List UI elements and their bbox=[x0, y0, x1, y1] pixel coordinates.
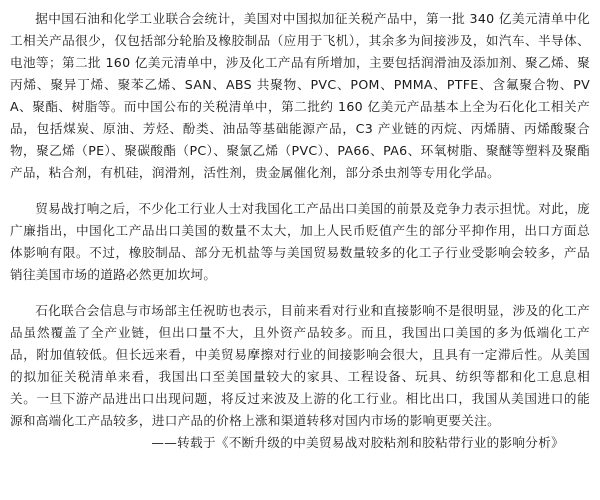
paragraph-export-concerns: 贸易战打响之后，不少化工行业人士对我国化工产品出口美国的前景及竞争力表示担忧。对此，庞广廉指出，中国化工产品出口美国的数量不太大，加上人民币贬值产生的部分平抑作用，出口方面总体影响有限。不过，橡胶制品、部分无机盐等与美国贸易数量较多的化工子行业受影响会较多，产品销往美国市场的道路必然更加坎坷。 bbox=[10, 201, 590, 282]
paragraph-long-term-impact: 石化联合会信息与市场部主任祝昉也表示，目前来看对行业和直接影响不是很明显，涉及的化工产品虽然覆盖了全产业链，但出口量不大，且外资产品较多。而且，我国出口美国的多为低端化工产品，附加值较低。但长远来看，中美贸易摩擦对行业的间接影响会很大，且具有一定滞后性。从美国的拟加征关税清单来看，我国出口至美国量较大的家具、工程设备、玩具、纺织等都和化工息息相关。一旦下游产品进出口出现问题，将反过来波及上游的化工行业。相比出口，我国从美国进口的能源和高端化工产品较多，进口产品的价格上涨和渠道转移对国内市场的影响更要关注。 bbox=[10, 303, 590, 428]
paragraph-tariff-lists: 据中国石油和化学工业联合会统计，美国对中国拟加征关税产品中，第一批 340 亿美元清单中化工相关产品很少，仅包括部分轮胎及橡胶制品（应用于飞机），其余多为间接涉及，如汽车、半导体、电池等；第二批 160 亿美元清单中，涉及化工产品有所增加，主要包括润滑油及添加剂、聚乙烯、聚丙烯、聚异丁烯、聚苯乙烯、SAN、ABS 共聚物、PVC、POM、PMMA、PTFE、含氟聚合物、PVA、聚酯、树脂等。而中国公布的关税清单中，第二批约 160 亿美元产品基本上全为石化化工相关产品，包括煤炭、原油、芳烃、酚类、油品等基础能源产品，C3 产业链的丙烷、丙烯腈、丙烯酸聚合物，聚乙烯（PE）、聚碳酸酯（PC）、聚氯乙烯（PVC）、PA66、PA6、环氧树脂、聚醚等塑料及聚酯产品，粘合剂，有机硅，润滑剂，活性剂，贵金属催化剂，部分杀虫剂等专用化学品。 bbox=[10, 11, 590, 180]
source-attribution: ——转载于《不断升级的中美贸易战对胶粘剂和胶粘带行业的影响分析》 bbox=[151, 435, 564, 450]
